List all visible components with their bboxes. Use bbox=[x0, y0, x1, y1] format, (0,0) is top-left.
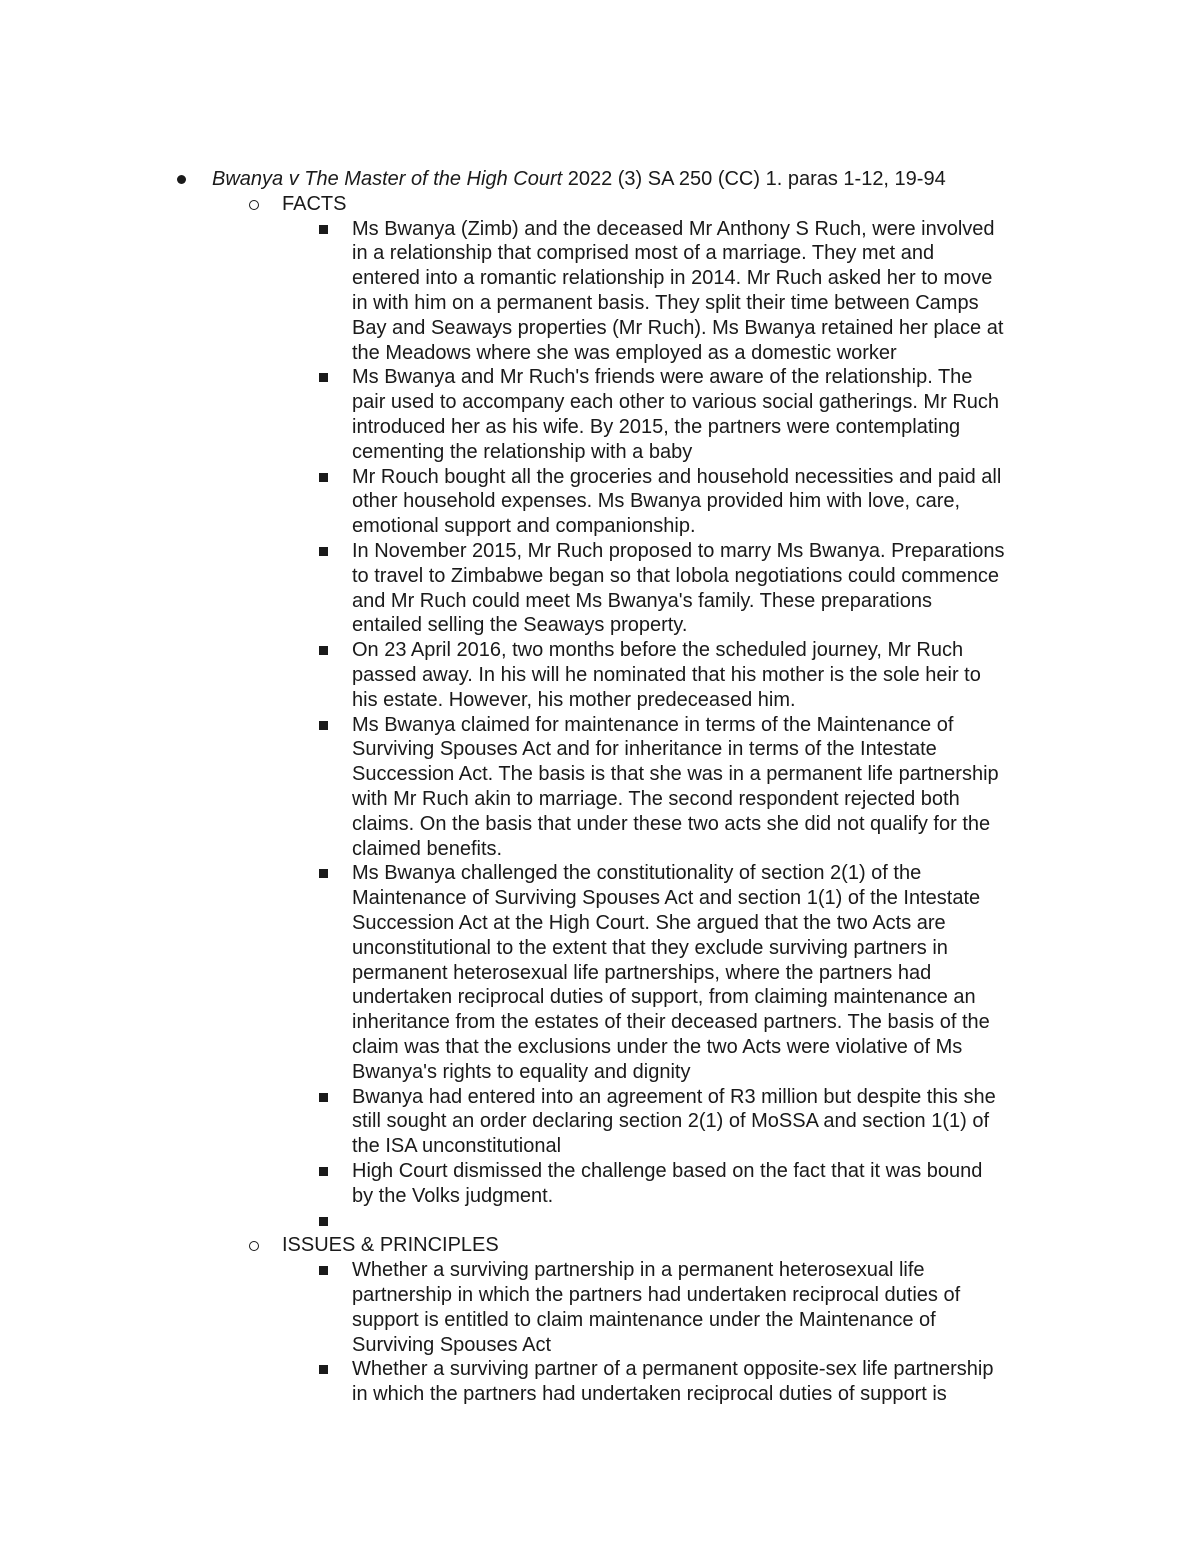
case-heading bbox=[212, 167, 946, 192]
list-item-line: pair used to accompany each other to various social gatherings. Mr Ruch bbox=[352, 391, 1000, 414]
list-item-line: in which the partners had undertaken reciprocal duties of support is bbox=[352, 1383, 947, 1406]
list-item-line: Mr Rouch bought all the groceries and household necessities and paid all bbox=[352, 465, 1002, 488]
list-item-line: Whether a surviving partnership in a permanent heterosexual life bbox=[352, 1259, 925, 1282]
list-item-line: introduced her as his wife. By 2015, the partners were contemplating bbox=[352, 416, 961, 438]
list-item-line: partnership in which the partners had undertaken reciprocal duties of bbox=[352, 1284, 961, 1306]
list-item-line: in with him on a permanent basis. They split their time between Camps bbox=[352, 292, 979, 314]
list-item-line: entered into a romantic relationship in 2014. Mr Ruch asked her to move bbox=[352, 267, 993, 290]
list-item-line: unconstitutional to the extent that they exclude surviving partners in bbox=[352, 936, 948, 959]
list-item-line: Bwanya had entered into an agreement of R3 million but despite this she bbox=[352, 1085, 996, 1108]
bullet-square-icon bbox=[319, 373, 328, 382]
list-item-line: still sought an order declaring section 2(1) of MoSSA and section 1(1) of bbox=[352, 1110, 990, 1133]
list-item-line: Whether a surviving partner of a permanent opposite-sex life partnership bbox=[352, 1358, 994, 1381]
list-item-line: Ms Bwanya challenged the constitutionality of section 2(1) of the bbox=[352, 862, 922, 885]
bullet-square-icon bbox=[319, 721, 328, 730]
list-item-line: other household expenses. Ms Bwanya provided him with love, care, bbox=[352, 490, 961, 513]
list-item-line: High Court dismissed the challenge based on the fact that it was bound bbox=[352, 1160, 983, 1182]
case-citation: 2022 (3) SA 250 (CC) 1. paras 1-12, 19-94 bbox=[562, 168, 946, 190]
bullet-square-icon bbox=[319, 473, 328, 482]
list-item-line: On 23 April 2016, two months before the scheduled journey, Mr Ruch bbox=[352, 639, 964, 662]
bullet-circle-icon bbox=[249, 200, 259, 210]
bullet-square-icon bbox=[319, 1217, 328, 1226]
list-item-line: permanent heterosexual life partnerships, where the partners had bbox=[352, 961, 932, 984]
bullet-square-icon bbox=[319, 1266, 328, 1275]
bullet-circle-icon bbox=[249, 1241, 259, 1251]
list-item-line: claim was that the exclusions under the two Acts were violative of Ms bbox=[352, 1036, 963, 1058]
list-item-line: his estate. However, his mother predeceased him. bbox=[352, 688, 796, 711]
list-item-line: passed away. In his will he nominated that his mother is the sole heir to bbox=[352, 664, 981, 686]
list-item-line: inheritance from the estates of their deceased partners. The basis of the bbox=[352, 1011, 990, 1034]
list-item-line: Succession Act at the High Court. She argued that the two Acts are bbox=[352, 912, 946, 934]
list-item-line: by the Volks judgment. bbox=[352, 1184, 554, 1207]
bullet-square-icon bbox=[319, 1093, 328, 1102]
list-item-line: Maintenance of Surviving Spouses Act and section 1(1) of the Intestate bbox=[352, 887, 981, 910]
list-item-line: the Meadows where she was employed as a domestic worker bbox=[352, 341, 897, 364]
bullet-square-icon bbox=[319, 225, 328, 234]
bullet-square-icon bbox=[319, 1167, 328, 1176]
list-item-line: to travel to Zimbabwe began so that lobola negotiations could commence bbox=[352, 564, 1000, 587]
section-heading: ISSUES & PRINCIPLES bbox=[282, 1234, 499, 1257]
list-item-line: the ISA unconstitutional bbox=[352, 1135, 562, 1158]
list-item-line: Surviving Spouses Act and for inheritance in terms of the Intestate bbox=[352, 738, 937, 761]
list-item-line: Surviving Spouses Act bbox=[352, 1333, 551, 1356]
list-item-line: in a relationship that comprised most of a marriage. They met and bbox=[352, 242, 935, 265]
list-item-line: Ms Bwanya claimed for maintenance in terms of the Maintenance of bbox=[352, 713, 954, 736]
bullet-square-icon bbox=[319, 547, 328, 556]
list-item-line: claims. On the basis that under these two acts she did not qualify for the bbox=[352, 812, 991, 835]
bullet-square-icon bbox=[319, 1365, 328, 1374]
section-heading: FACTS bbox=[282, 192, 347, 215]
bullet-square-icon bbox=[319, 646, 328, 655]
case-title: Bwanya v The Master of the High Court bbox=[212, 168, 563, 190]
list-item-line: emotional support and companionship. bbox=[352, 515, 696, 538]
list-item-line: claimed benefits. bbox=[352, 837, 503, 860]
bullet-square-icon bbox=[319, 869, 328, 878]
list-item-line: entailed selling the Seaways property. bbox=[352, 614, 688, 637]
list-item-line: Ms Bwanya (Zimb) and the deceased Mr Anthony S Ruch, were involved bbox=[352, 217, 995, 240]
list-item-line: Succession Act. The basis is that she was in a permanent life partnership bbox=[352, 763, 999, 786]
list-item-line: cementing the relationship with a baby bbox=[352, 440, 693, 463]
bullet-disc-icon bbox=[177, 175, 186, 184]
list-item-line: and Mr Ruch could meet Ms Bwanya's family. These preparations bbox=[352, 589, 932, 612]
list-item-line: with Mr Ruch akin to marriage. The second respondent rejected both bbox=[352, 788, 960, 810]
list-item-line: Ms Bwanya and Mr Ruch's friends were aware of the relationship. The bbox=[352, 366, 973, 389]
list-item-line: In November 2015, Mr Ruch proposed to marry Ms Bwanya. Preparations bbox=[352, 540, 1005, 562]
list-item-line: undertaken reciprocal duties of support, from claiming maintenance an bbox=[352, 986, 976, 1009]
list-item-line: Bay and Seaways properties (Mr Ruch). Ms Bwanya retained her place at bbox=[352, 316, 1004, 339]
list-item-line: support is entitled to claim maintenance under the Maintenance of bbox=[352, 1308, 936, 1331]
list-item-line: Bwanya's rights to equality and dignity bbox=[352, 1060, 691, 1083]
